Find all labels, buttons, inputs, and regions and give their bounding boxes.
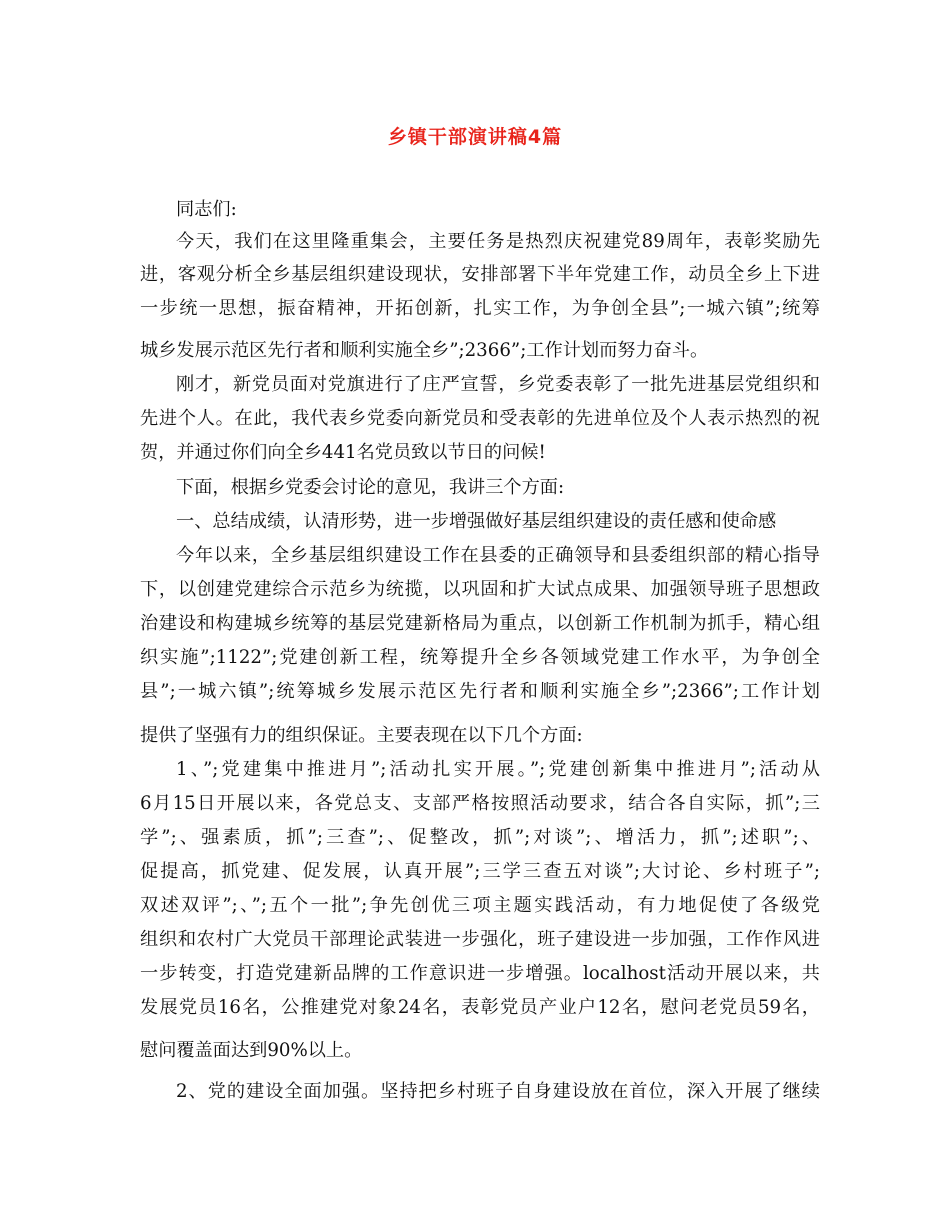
paragraph-line: 1、”;党建集中推进月”;活动扎实开展。”;党建创新集中推进月”;活动从	[176, 759, 820, 780]
paragraph-line: 织实施”;1122”;党建创新工程，统筹提升全乡各领域党建工作水平，为争创全	[140, 647, 820, 668]
paragraph-line: 下，以创建党建综合示范乡为统揽，以巩固和扩大试点成果、加强领导班子思想政	[140, 579, 820, 600]
paragraph-line: 组织和农村广大党员干部理论武装进一步强化，班子建设进一步加强，工作作风进	[140, 929, 820, 950]
paragraph-line: 双述双评”;、”;五个一批”;争先创优三项主题实践活动，有力地促使了各级党	[140, 895, 820, 916]
section-heading: 一、总结成绩，认清形势，进一步增强做好基层组织建设的责任感和使命感	[176, 511, 777, 532]
salutation-line: 同志们:	[176, 199, 237, 220]
paragraph-line: 慰问覆盖面达到90%以上。	[140, 1040, 363, 1061]
paragraph-line: 治建设和构建城乡统筹的基层党建新格局为重点，以创新工作机制为抓手，精心组	[140, 613, 820, 634]
paragraph-line: 贺，并通过你们向全乡441名党员致以节日的问候!	[140, 442, 546, 463]
paragraph-line: 6月15日开展以来，各党总支、支部严格按照活动要求，结合各自实际，抓”;三	[140, 793, 820, 814]
paragraph-line: 一步统一思想，振奋精神，开拓创新，扎实工作，为争创全县”;一城六镇”;统筹	[140, 298, 820, 319]
paragraph-line: 刚才，新党员面对党旗进行了庄严宣誓，乡党委表彰了一批先进基层党组织和	[176, 374, 820, 395]
paragraph-line: 今年以来，全乡基层组织建设工作在县委的正确领导和县委组织部的精心指导	[176, 545, 820, 566]
paragraph-line: 2、党的建设全面加强。坚持把乡村班子自身建设放在首位，深入开展了继续	[176, 1081, 820, 1102]
paragraph-line: 发展党员16名，公推建党对象24名，表彰党员产业户12名，慰问老党员59名，	[140, 997, 820, 1018]
paragraph-line: 提供了坚强有力的组织保证。主要表现在以下几个方面:	[140, 725, 583, 746]
paragraph-line: 今天，我们在这里隆重集会，主要任务是热烈庆祝建党89周年，表彰奖励先	[176, 231, 820, 252]
paragraph-line: 促提高，抓党建、促发展，认真开展”;三学三查五对谈”;大讨论、乡村班子”;	[140, 861, 820, 882]
paragraph-line: 下面，根据乡党委会讨论的意见，我讲三个方面:	[176, 477, 565, 498]
paragraph-line: 城乡发展示范区先行者和顺利实施全乡”;2366”;工作计划而努力奋斗。	[140, 340, 709, 361]
paragraph-line: 县”;一城六镇”;统筹城乡发展示范区先行者和顺利实施全乡”;2366”;工作计划	[140, 681, 820, 702]
document-title: 乡镇干部演讲稿4篇	[387, 126, 563, 148]
paragraph-line: 进，客观分析全乡基层组织建设现状，安排部署下半年党建工作，动员全乡上下进	[140, 264, 820, 285]
paragraph-line: 先进个人。在此，我代表乡党委向新党员和受表彰的先进单位及个人表示热烈的祝	[140, 408, 820, 429]
paragraph-line: 一步转变，打造党建新品牌的工作意识进一步增强。localhost活动开展以来，共	[140, 963, 820, 984]
paragraph-line: 学”;、强素质，抓”;三查”;、促整改，抓”;对谈”;、增活力，抓”;述职”;、	[140, 827, 820, 848]
